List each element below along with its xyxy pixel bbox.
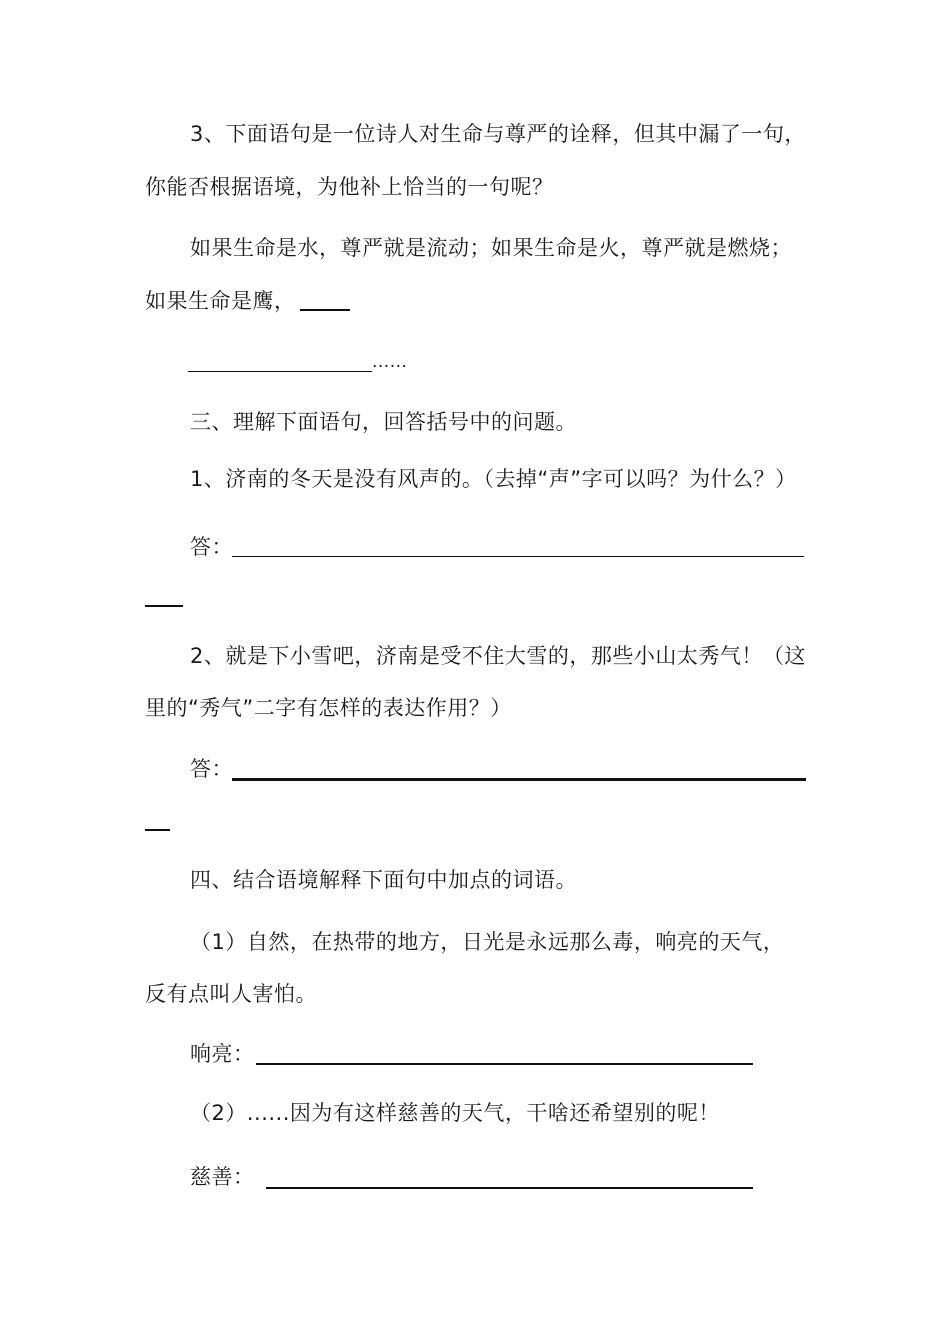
q3-answer-blank-2[interactable] — [188, 371, 372, 372]
q3-line-1: 3、下面语句是一位诗人对生命与尊严的诠释，但其中漏了一句， — [190, 122, 806, 146]
section4-heading: 四、结合语境解释下面句中加点的词语。 — [190, 868, 577, 892]
section3-question-2-line-2: 里的“秀气”二字有怎样的表达作用？） — [145, 696, 512, 720]
item-2-label: 慈善： — [190, 1165, 255, 1189]
item-1-label: 响亮： — [190, 1042, 255, 1066]
section3-question-2-line-1: 2、就是下小雪吧，济南是受不住大雪的，那些小山太秀气！（这 — [190, 644, 806, 668]
answer-label-1: 答： — [190, 535, 233, 559]
item-1-answer-blank[interactable] — [256, 1063, 753, 1065]
section3-question-1: 1、济南的冬天是没有风声的。（去掉“声”字可以吗？为什么？） — [190, 467, 797, 491]
q3-ellipsis: ...... — [372, 352, 408, 372]
answer-blank-2[interactable] — [232, 778, 806, 781]
q3-line-2: 你能否根据语境，为他补上恰当的一句呢？ — [145, 175, 554, 199]
answer-label-2: 答： — [190, 757, 233, 781]
item-2-answer-blank[interactable] — [266, 1187, 753, 1189]
q3-poem-line-1: 如果生命是水，尊严就是流动；如果生命是火，尊严就是燃烧； — [190, 236, 792, 260]
section4-item-1-line-2: 反有点叫人害怕。 — [145, 982, 317, 1006]
section3-heading: 三、理解下面语句，回答括号中的问题。 — [190, 410, 577, 434]
section4-item-1-line-1: （1）自然，在热带的地方，日光是永远那么毒，响亮的天气， — [190, 930, 785, 954]
section4-item-2: （2）......因为有这样慈善的天气，干啥还希望别的呢！ — [190, 1101, 720, 1125]
answer-blank-1[interactable] — [232, 556, 804, 557]
answer-blank-2-continued[interactable] — [145, 829, 170, 831]
q3-poem-line-2: 如果生命是鹰， — [145, 289, 296, 313]
answer-blank-1-continued[interactable] — [145, 605, 183, 607]
q3-answer-blank-1[interactable] — [300, 309, 350, 311]
